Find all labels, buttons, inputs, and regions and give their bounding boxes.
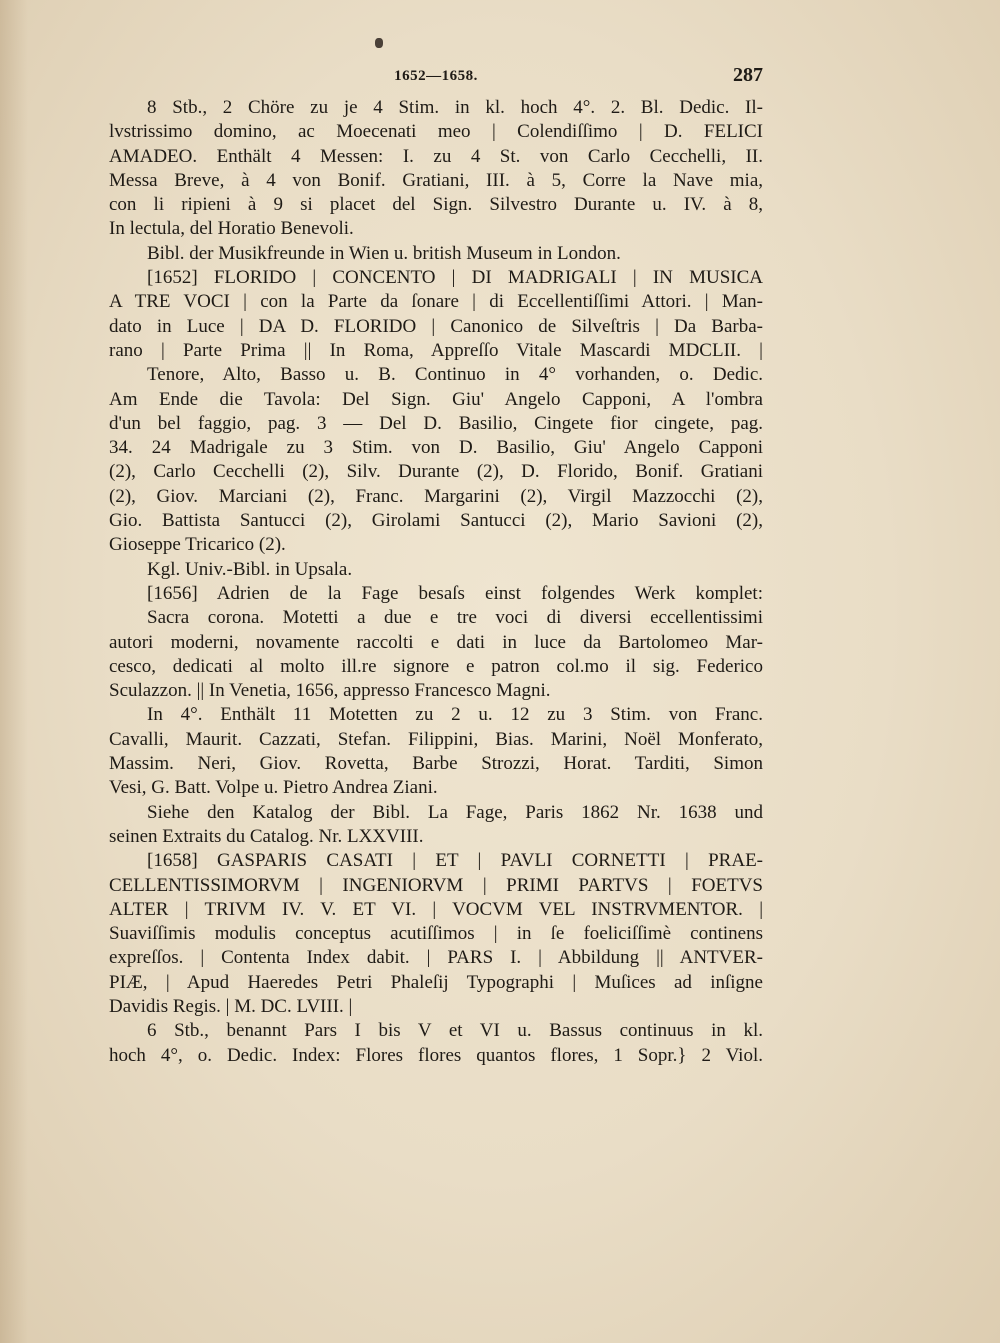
text-line: Cavalli, Maurit. Cazzati, Stefan. Filippini, Bias. Marini, Noël Monferato, — [109, 728, 763, 750]
text-line: rano | Parte Prima || In Roma, Appreſſo Vitale Mascardi MDCLII. | — [109, 339, 763, 361]
ink-spot — [375, 38, 383, 48]
text-line: Massim. Neri, Giov. Rovetta, Barbe Strozzi, Horat. Tarditi, Simon — [109, 753, 763, 775]
text-line: Bibl. der Musikfreunde in Wien u. british Museum in London. — [147, 242, 621, 264]
text-line: PIÆ, | Apud Haeredes Petri Phaleſij Typographi | Muſices ad inſigne — [109, 971, 763, 993]
text-line: 8 Stb., 2 Chöre zu je 4 Stim. in kl. hoch 4°. 2. Bl. Dedic. Il- — [147, 97, 763, 118]
text-line: 34. 24 Madrigale zu 3 Stim. von D. Basilio, Giu' Angelo Capponi — [109, 437, 763, 459]
running-title: 1652—1658. — [394, 68, 478, 84]
text-line: dato in Luce | DA D. FLORIDO | Canonico de Silveſtris | Da Barba- — [109, 315, 763, 337]
text-line: A TRE VOCI | con la Parte da ſonare | di Eccellentiſſimi Attori. | Man- — [109, 291, 763, 313]
text-line: (2), Giov. Marciani (2), Franc. Margarini (2), Virgil Mazzocchi (2), — [109, 485, 763, 507]
text-line: [1652] FLORIDO | CONCENTO | DI MADRIGALI | IN MUSICA — [147, 267, 763, 289]
text-line: Suaviſſimis modulis conceptus acutiſſimos | in ſe foeliciſſimè continens — [109, 923, 763, 945]
text-line: [1656] Adrien de la Fage besaſs einst folgendes Werk komplet: — [147, 582, 763, 604]
text-line: Gio. Battista Santucci (2), Girolami Santucci (2), Mario Savioni (2), — [109, 510, 763, 532]
text-line: Vesi, G. Batt. Volpe u. Pietro Andrea Ziani. — [109, 777, 438, 799]
text-line: Gioseppe Tricarico (2). — [109, 534, 286, 556]
text-line: CELLENTISSIMORVM | INGENIORVM | PRIMI PARTVS | FOETVS — [109, 874, 763, 896]
text-line: lvstrissimo domino, ac Moecenati meo | Colendiſſimo | D. FELICI — [109, 121, 763, 143]
text-line: autori moderni, novamente raccolti e dati in luce da Bartolomeo Mar- — [109, 631, 763, 653]
text-line: ALTER | TRIVM IV. V. ET VI. | VOCVM VEL INSTRVMENTOR. | — [109, 898, 763, 920]
text-line: Davidis Regis. | M. DC. LVIII. | — [109, 995, 353, 1017]
text-line: (2), Carlo Cecchelli (2), Silv. Durante (2), D. Florido, Bonif. Gratiani — [109, 461, 763, 483]
text-line: 6 Stb., benannt Pars I bis V et VI u. Bassus continuus in kl. — [147, 1020, 763, 1042]
text-line: expreſſos. | Contenta Index dabit. | PARS I. | Abbildung || ANTVER- — [109, 947, 763, 969]
text-line: Am Ende die Tavola: Del Sign. Giu' Angelo Capponi, A l'ombra — [109, 388, 763, 410]
body-text — [109, 96, 763, 1068]
text-line: Messa Breve, à 4 von Bonif. Gratiani, III. à 5, Corre la Nave mia, — [109, 169, 763, 191]
text-line: [1658] GASPARIS CASATI | ET | PAVLI CORNETTI | PRAE- — [147, 850, 763, 872]
page-edge-shadow — [0, 0, 28, 1343]
text-line: Kgl. Univ.-Bibl. in Upsala. — [147, 558, 353, 580]
text-line: seinen Extraits du Catalog. Nr. LXXVIII. — [109, 825, 424, 847]
text-line: In lectula, del Horatio Benevoli. — [109, 218, 354, 240]
running-head — [109, 64, 763, 88]
text-line: cesco, dedicati al molto ill.re signore e patron col.mo il sig. Federico — [109, 655, 763, 677]
text-line: Sculazzon. || In Venetia, 1656, appresso Francesco Magni. — [109, 680, 551, 702]
text-line: Tenore, Alto, Basso u. B. Continuo in 4° vorhanden, o. Dedic. — [147, 364, 763, 386]
page-number: 287 — [733, 64, 763, 86]
text-line: In 4°. Enthält 11 Motetten zu 2 u. 12 zu 3 Stim. von Franc. — [147, 704, 763, 726]
text-line: hoch 4°, o. Dedic. Index: Flores flores quantos flores, 1 Sopr.} 2 Viol. — [109, 1044, 763, 1066]
text-line: Sacra corona. Motetti a due e tre voci di diversi eccellentissimi — [147, 607, 763, 629]
text-line: con li ripieni à 9 si placet del Sign. Silvestro Durante u. IV. à 8, — [109, 194, 763, 216]
text-line: d'un bel faggio, pag. 3 — Del D. Basilio, Cingete fior cingete, pag. — [109, 412, 763, 434]
text-line: Siehe den Katalog der Bibl. La Fage, Paris 1862 Nr. 1638 und — [147, 801, 763, 823]
text-line: AMADEO. Enthält 4 Messen: I. zu 4 St. von Carlo Cecchelli, II. — [109, 145, 763, 167]
